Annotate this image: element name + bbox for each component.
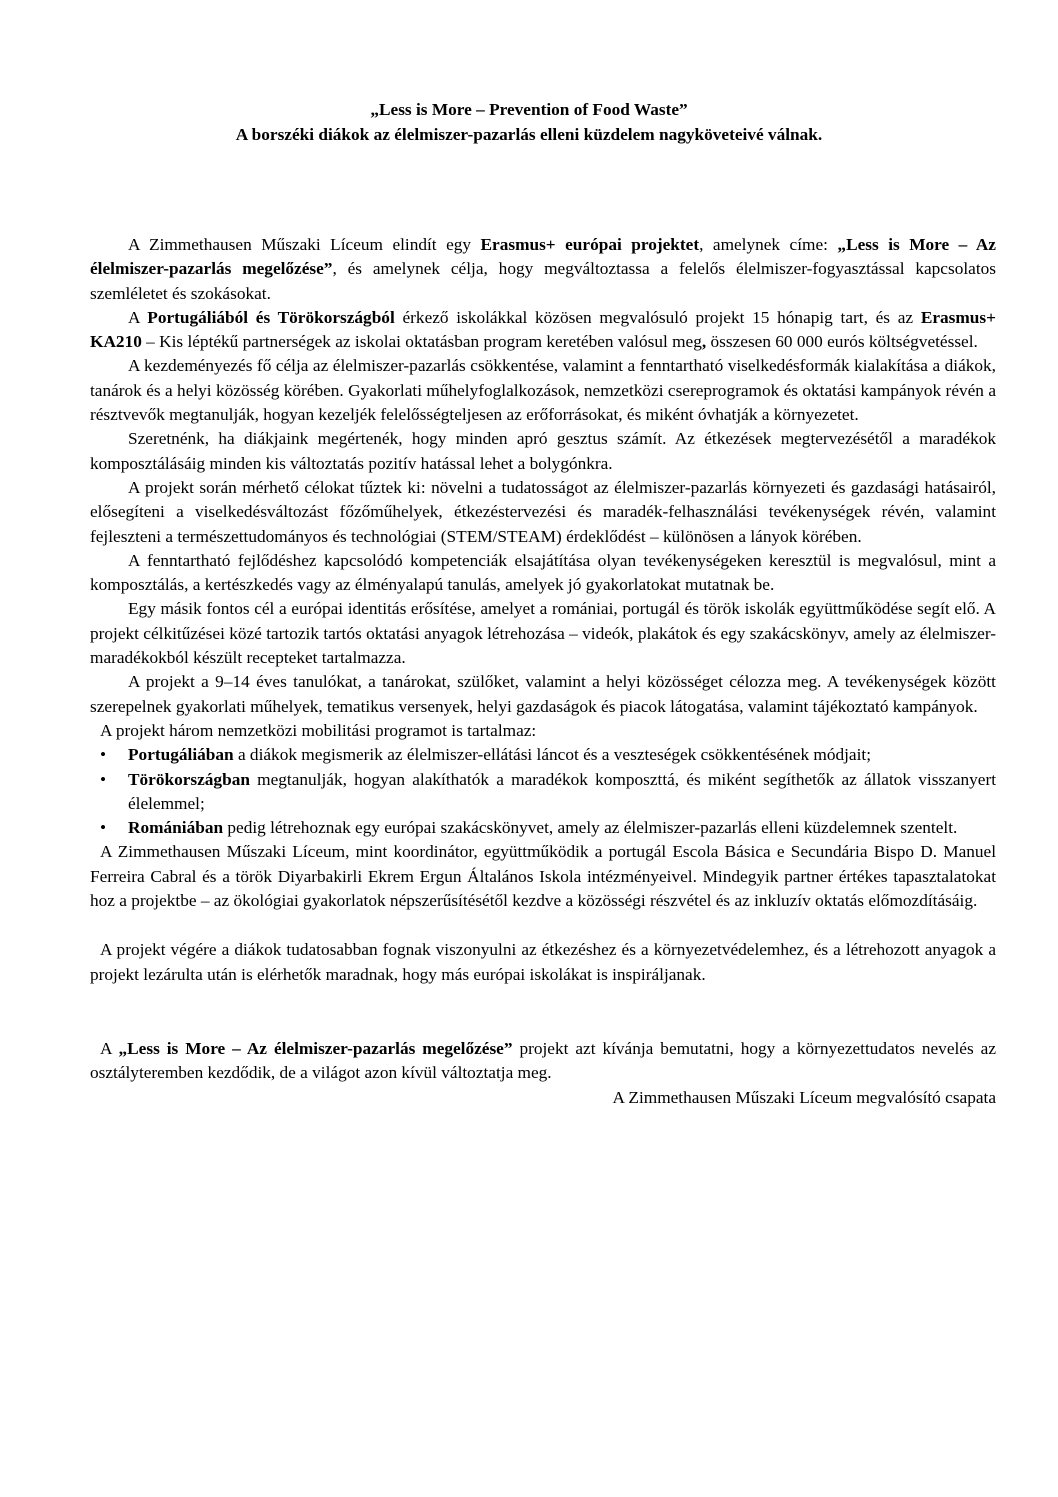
text: pedig létrehoznak egy európai szakácskönyvet, amely az élelmiszer-pazarlás elleni küzdelemnek szentelt. (223, 818, 958, 838)
text: , amelynek címe: (699, 235, 838, 254)
paragraph-closing (90, 1037, 996, 1086)
text: A Zimmethausen Műszaki Líceum elindít egy (128, 235, 481, 254)
bold-text: Erasmus+ KA210 (90, 307, 996, 352)
text: érkező iskolákkal közösen megvalósuló projekt 15 hónapig tart, és az (394, 307, 921, 327)
document-body (90, 233, 996, 1110)
spacer (90, 913, 996, 938)
paragraph-gesture: Szeretnénk, ha diákjaink megértenék, hogy minden apró gesztus számít. Az étkezések megtervezésétől a maradékok komposztálásáig minden kis változtatás pozitív hatással lehet a bolygónkra. (90, 429, 996, 473)
paragraph-mobility-intro: A projekt három nemzetközi mobilitási programot is tartalmaz: (100, 720, 537, 740)
bold-text: „Less is More – Az élelmiszer-pazarlás megelőzése” (118, 1038, 513, 1058)
text: megtanulják, hogyan alakíthatók a maradékok komposzttá, és miként segíthetők az állatok visszanyert élelemmel; (128, 769, 996, 813)
bold-text: Portugáliából és Törökországból (147, 307, 395, 327)
mobility-list (90, 743, 996, 840)
text: A (128, 307, 148, 327)
list-item (90, 743, 996, 767)
bold-text: Romániában (128, 818, 224, 838)
bold-text: Erasmus+ európai projektet (480, 235, 700, 254)
text: a diákok megismerik az élelmiszer-ellátási láncot és a veszteségek csökkentésének módjait; (233, 745, 871, 765)
bold-text: Törökországban (128, 769, 250, 789)
text: projekt azt kívánja bemutatni, hogy a környezettudatos nevelés az osztályteremben kezdődik, de a világot azon kívül változtatja meg. (90, 1038, 996, 1083)
text: A (100, 1038, 119, 1058)
bullet-icon: • (100, 745, 107, 765)
paragraph-competences: A fenntartható fejlődéshez kapcsolódó kompetenciák elsajátítása olyan tevékenységeken keresztül is megvalósul, mint a komposztálás, a kertészkedés vagy az élményalapú tanulás, amelyek jó gyakorlatokat mutatnak be. (90, 550, 996, 595)
text: , és amelynek célja, hogy megváltoztassa a felelős élelmiszer-fogyasztással kapcsolatos szemléletet és szokásokat. (90, 259, 996, 303)
paragraph-partners (90, 306, 996, 355)
paragraph-identity: Egy másik fontos cél a európai identitás erősítése, amelyet a romániai, portugál és török iskolák együttműködése segít elő. A projekt célkitűzései közé tartozik tartós oktatási anyagok létrehozása – videók, plakátok és egy szakácskönyv, amely az élelmiszer-maradékokból készült recepteket tartalmazza. (90, 599, 996, 668)
list-item (90, 816, 996, 840)
list-item (90, 768, 996, 817)
document-subtitle: A borszéki diákok az élelmiszer-pazarlás elleni küzdelem nagyköveteivé válnak. (235, 125, 823, 144)
text: összesen 60 000 eurós költségvetéssel. (706, 332, 978, 352)
paragraph-coordinator: A Zimmethausen Műszaki Líceum, mint koordinátor, együttműködik a portugál Escola Básica e Secundária Bispo D. Manuel Ferreira Cabral és a török Diyarbakirli Ekrem Ergun Általános Iskola intézményeivel. Mindegyik partner értékes tapasztalatokat hoz a projektbe – az ökológiai gyakorlatok népszerűsítésétől kezdve a közösségi részvétel és az inkluzív oktatás előmozdításáig. (90, 842, 996, 911)
paragraph-outcome: A projekt végére a diákok tudatosabban fognak viszonyulni az étkezéshez és a környezetvédelemhez, és a létrehozott anyagok a projekt lezárulta után is elérhetők maradnak, hogy más európai iskolákat is inspiráljanak. (90, 940, 996, 984)
paragraph-goal: A kezdeményezés fő célja az élelmiszer-pazarlás csökkentése, valamint a fenntartható viselkedésformák kialakítása a diákok, tanárok és a helyi közösség körében. Gyakorlati műhelyfoglalkozások, nemzetközi csereprogramok és oktatási kampányok révén a résztvevők megtanulják, hogyan kezeljék felelősségteljesen az erőforrásokat, és miként óvhatják a környezetet. (90, 356, 996, 425)
text: – Kis léptékű partnerségek az iskolai oktatásban program keretében valósul meg (141, 332, 702, 352)
signature: A Zimmethausen Műszaki Líceum megvalósító csapata (612, 1087, 996, 1107)
paragraph-intro (90, 233, 996, 306)
bullet-icon: • (100, 818, 107, 838)
document-title: „Less is More – Prevention of Food Waste” (370, 100, 688, 119)
paragraph-objectives: A projekt során mérhető célokat tűztek ki: növelni a tudatosságot az élelmiszer-pazarlás környezeti és gazdasági hatásairól, elősegíteni a viselkedésváltozást főzőműhelyek, étkezéstervezési és maradék-felhasználási tevékenységek révén, valamint fejleszteni a természettudományos és technológiai (STEM/STEAM) érdeklődést – különösen a lányok körében. (90, 477, 996, 546)
bullet-icon: • (100, 769, 107, 789)
paragraph-target-group: A projekt a 9–14 éves tanulókat, a tanárokat, szülőket, valamint a helyi közösséget célozza meg. A tevékenységek között szerepelnek gyakorlati műhelyek, tematikus versenyek, helyi gazdaságok és piacok látogatása, valamint tájékoztató kampányok. (90, 672, 996, 716)
bold-text: , (701, 332, 707, 352)
bold-text: „Less is More – Az élelmiszer-pazarlás megelőzése” (90, 235, 996, 279)
spacer (90, 987, 996, 1037)
bold-text: Portugáliában (128, 745, 234, 765)
